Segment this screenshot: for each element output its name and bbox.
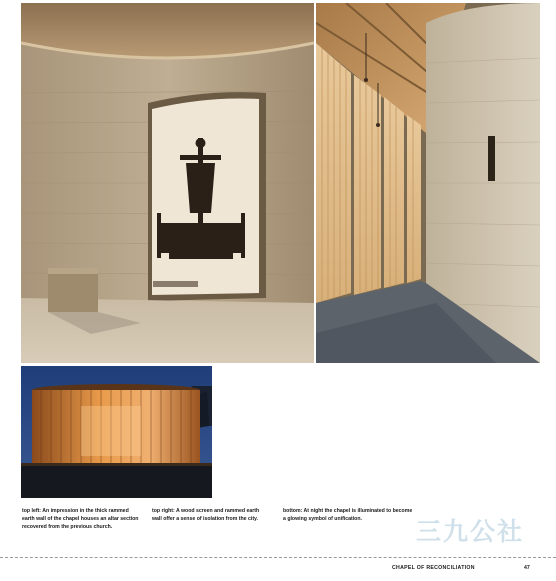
caption-bottom: bottom: At night the chapel is illuminated to become a glowing symbol of unification. xyxy=(283,508,413,522)
watermark: 三九公社 xyxy=(416,518,525,546)
page-number: 47 xyxy=(524,565,530,571)
photo-altar-niche xyxy=(21,3,314,363)
caption-top-right: top right: A wood screen and rammed earth wall offer a sense of isolation from the city. xyxy=(152,508,260,522)
photo-chapel-night xyxy=(21,366,212,498)
caption-top-left: top left: An impression in the thick rammed earth wall of the chapel houses an altar section recovered from the previous church. xyxy=(22,508,139,530)
footer-section-title: CHAPEL OF RECONCILIATION xyxy=(392,565,475,571)
footer-rule xyxy=(0,557,556,558)
photo-wood-screen xyxy=(316,3,540,363)
